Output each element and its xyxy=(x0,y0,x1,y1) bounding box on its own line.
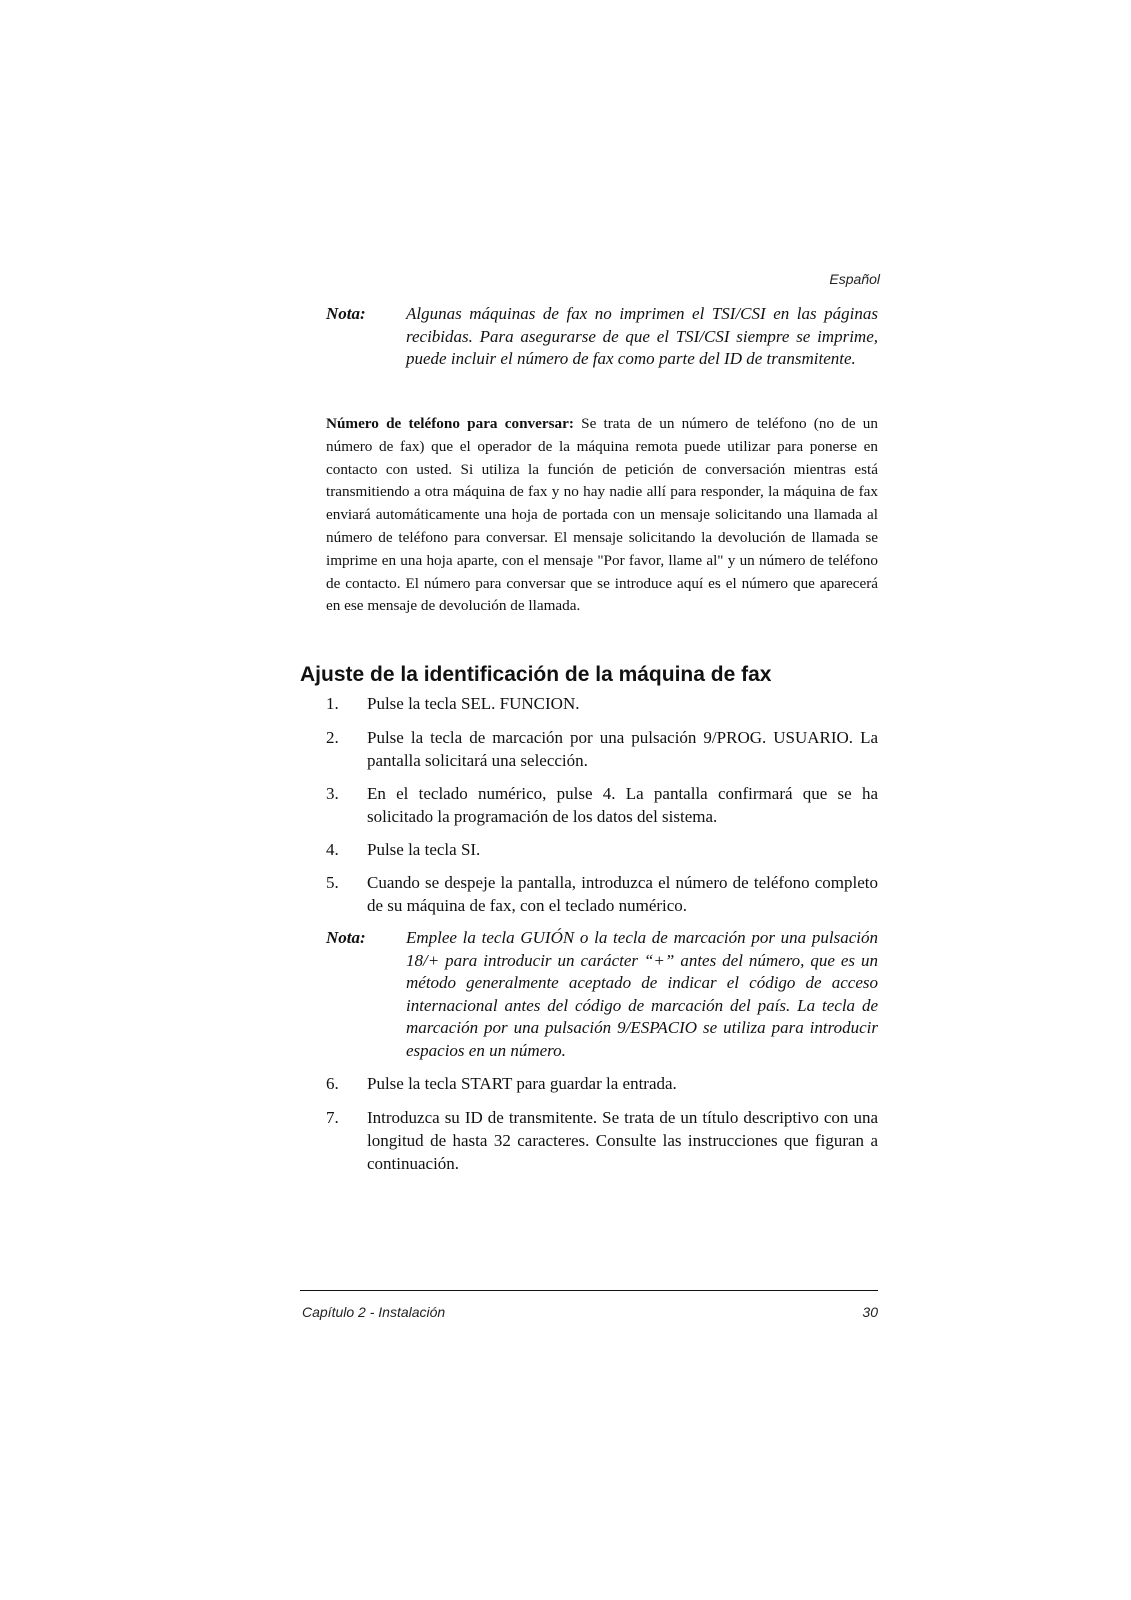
list-item xyxy=(326,692,878,715)
step-text: Cuando se despeje la pantalla, introduzca el número de teléfono completo de su máquina de fax, con el teclado numérico. xyxy=(367,873,878,915)
header-language: Español xyxy=(829,271,880,287)
note-label: Nota: xyxy=(326,928,366,947)
step-number: 3. xyxy=(326,784,339,803)
step-text: Pulse la tecla SEL. FUNCION. xyxy=(367,694,580,713)
step-number: 5. xyxy=(326,873,339,892)
step-number: 1. xyxy=(326,694,339,713)
step-text: Pulse la tecla START para guardar la entrada. xyxy=(367,1074,677,1093)
chat-number-paragraph xyxy=(326,413,878,618)
step-number: 2. xyxy=(326,728,339,747)
step-number: 4. xyxy=(326,840,339,859)
note-label: Nota: xyxy=(326,304,366,323)
note-text: Algunas máquinas de fax no imprimen el TSI/CSI en las páginas recibidas. Para asegurarse de que el TSI/CSI siempre se imprime, puede incluir el número de fax como parte del ID de transmitente. xyxy=(406,304,878,368)
list-item xyxy=(326,838,878,861)
footer-chapter: Capítulo 2 - Instalación xyxy=(302,1304,446,1320)
paragraph-term: Número de teléfono para conversar: xyxy=(326,415,574,432)
note-tsi-csi xyxy=(326,303,878,371)
step-text: Pulse la tecla SI. xyxy=(367,840,481,859)
step-text: En el teclado numérico, pulse 4. La pantalla confirmará que se ha solicitado la programación de los datos del sistema. xyxy=(367,784,878,826)
note-international-code xyxy=(326,927,878,1062)
list-item xyxy=(326,1072,878,1095)
list-item xyxy=(326,726,878,772)
step-number: 7. xyxy=(326,1108,339,1127)
paragraph-text: Se trata de un número de teléfono (no de un número de fax) que el operador de la máquina remota puede utilizar para ponerse en contacto con usted. Si utiliza la función de petición de conversación mientras está transmitiendo a otra máquina de fax y no hay nadie allí para responder, la máquina de fax enviará automáticamente una hoja de portada con un mensaje solicitando una llamada al número de teléfono para conversar. El mensaje solicitando la devolución de llamada se imprime en una hoja aparte, con el mensaje "Por favor, llame al" y un número de teléfono de contacto. El número para conversar que se introduce aquí es el número que aparecerá en ese mensaje de devolución de llamada. xyxy=(326,415,878,615)
step-text: Pulse la tecla de marcación por una pulsación 9/PROG. USUARIO. La pantalla solicitará una selección. xyxy=(367,728,878,770)
list-item xyxy=(326,782,878,828)
step-text: Introduzca su ID de transmitente. Se trata de un título descriptivo con una longitud de hasta 32 caracteres. Consulte las instrucciones que figuran a continuación. xyxy=(367,1108,878,1173)
footer-divider xyxy=(300,1290,878,1291)
section-title: Ajuste de la identificación de la máquina de fax xyxy=(300,663,772,686)
step-number: 6. xyxy=(326,1074,339,1093)
note-text: Emplee la tecla GUIÓN o la tecla de marcación por una pulsación 18/+ para introducir un carácter “+” antes del número, que es un método generalmente aceptado de indicar el código de acceso internacional antes del código de marcación del país. La tecla de marcación por una pulsación 9/ESPACIO se utiliza para introducir espacios en un número. xyxy=(406,928,878,1060)
list-item xyxy=(326,871,878,917)
list-item xyxy=(326,1106,878,1175)
footer-page-number: 30 xyxy=(862,1304,878,1320)
